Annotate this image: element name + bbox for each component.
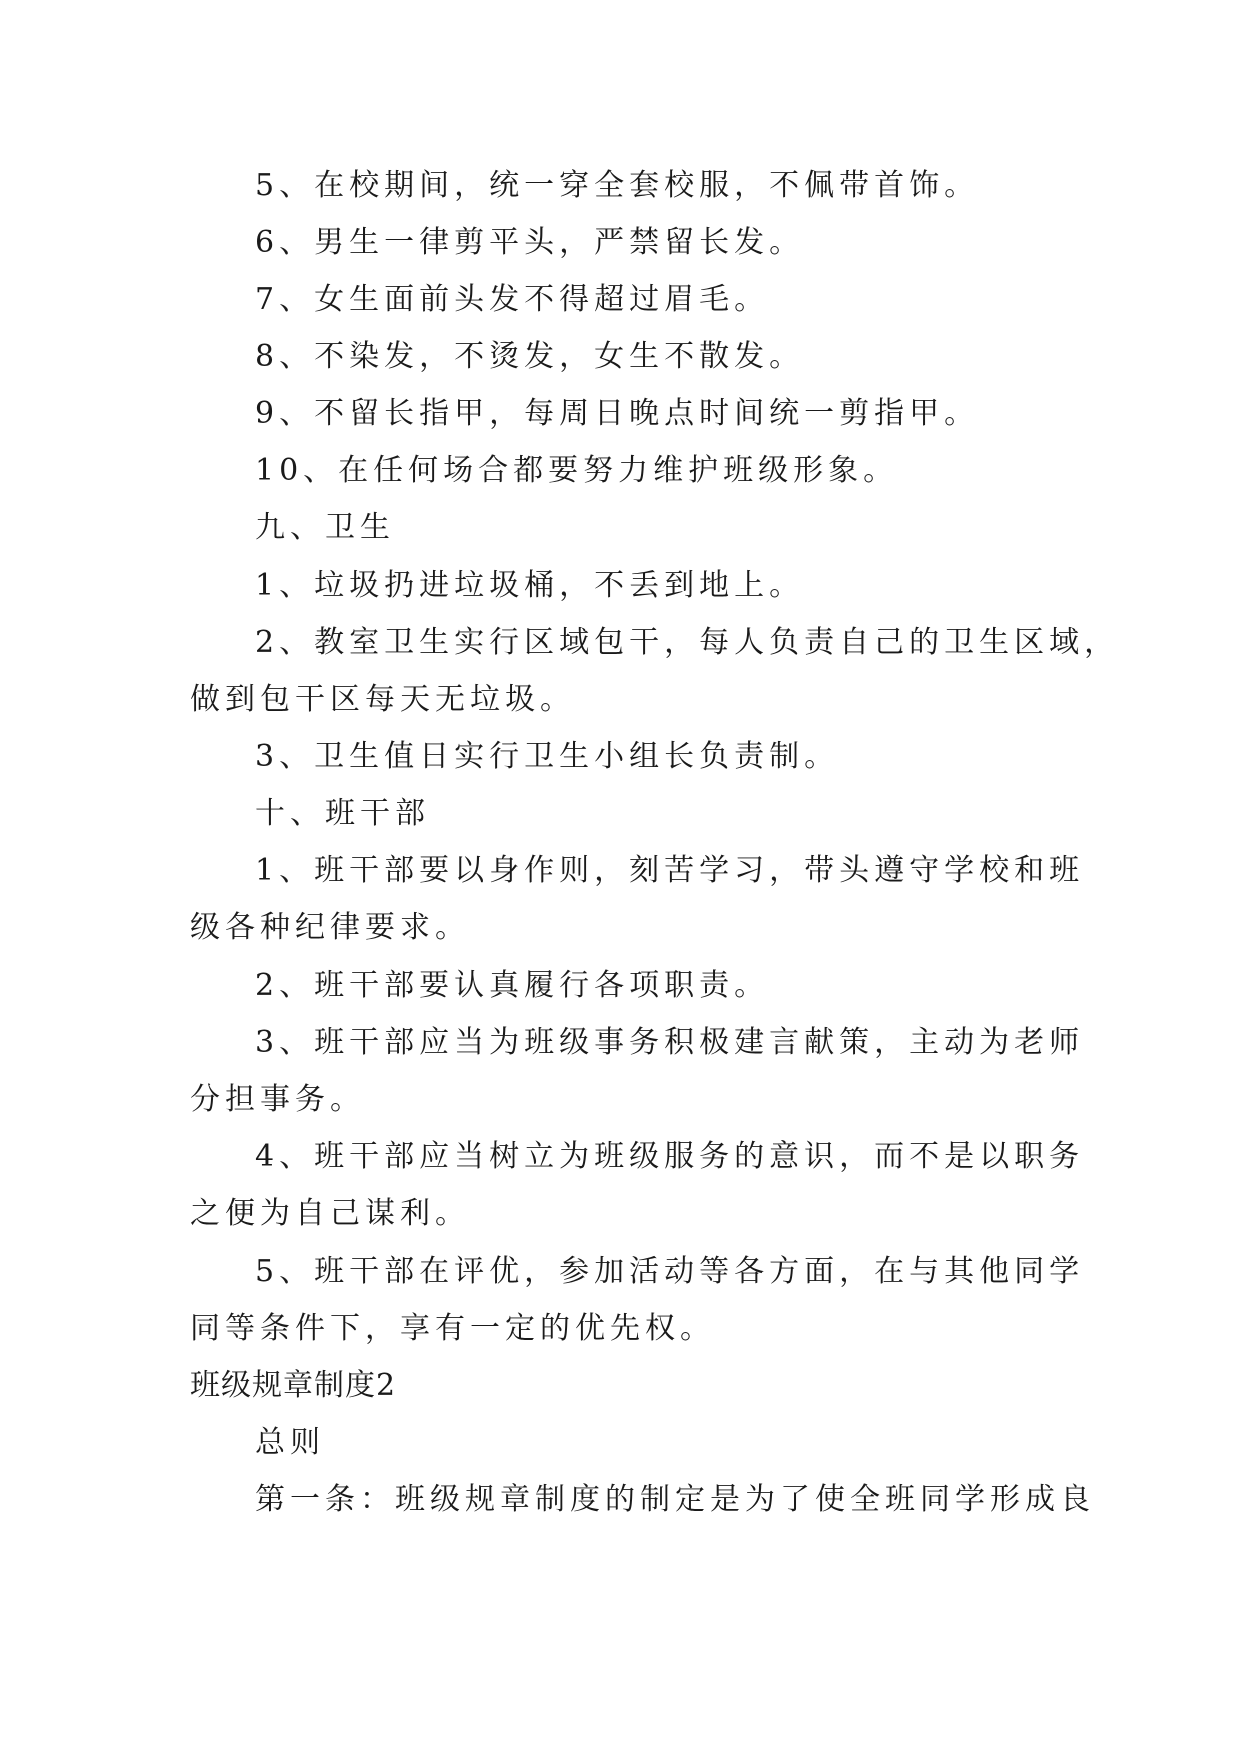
text-line: 5、班干部在评优，参加活动等各方面，在与其他同学 — [255, 1254, 1085, 1289]
text-line: 9、不留长指甲，每周日晚点时间统一剪指甲。 — [255, 396, 980, 431]
text-line: 10、在任何场合都要努力维护班级形象。 — [255, 453, 899, 488]
text-line: 5、在校期间，统一穿全套校服，不佩带首饰。 — [255, 168, 980, 203]
text-line: 8、不染发，不烫发，女生不散发。 — [255, 339, 805, 374]
text-line: 2、教室卫生实行区域包干，每人负责自己的卫生区域， — [255, 625, 1120, 660]
text-line: 1、班干部要以身作则，刻苦学习，带头遵守学校和班 — [255, 853, 1085, 888]
text-line: 4、班干部应当树立为班级服务的意识，而不是以职务 — [255, 1139, 1085, 1174]
text-line: 1、垃圾扔进垃圾桶，不丢到地上。 — [255, 568, 805, 603]
section-heading: 总则 — [255, 1425, 325, 1460]
text-line: 7、女生面前头发不得超过眉毛。 — [255, 282, 770, 317]
document-title: 班级规章制度2 — [190, 1368, 397, 1403]
section-heading: 十、班干部 — [255, 796, 430, 831]
text-line: 3、卫生值日实行卫生小组长负责制。 — [255, 739, 840, 774]
text-line: 分担事务。 — [190, 1082, 365, 1117]
text-line: 3、班干部应当为班级事务积极建言献策，主动为老师 — [255, 1025, 1085, 1060]
text-line: 6、男生一律剪平头，严禁留长发。 — [255, 225, 805, 260]
text-line: 第一条：班级规章制度的制定是为了使全班同学形成良 — [255, 1482, 1095, 1517]
text-line: 之便为自己谋利。 — [190, 1196, 470, 1231]
text-line: 2、班干部要认真履行各项职责。 — [255, 968, 770, 1003]
text-line: 做到包干区每天无垃圾。 — [190, 682, 575, 717]
text-line: 同等条件下，享有一定的优先权。 — [190, 1311, 715, 1346]
text-line: 级各种纪律要求。 — [190, 910, 470, 945]
section-heading: 九、卫生 — [255, 510, 395, 545]
